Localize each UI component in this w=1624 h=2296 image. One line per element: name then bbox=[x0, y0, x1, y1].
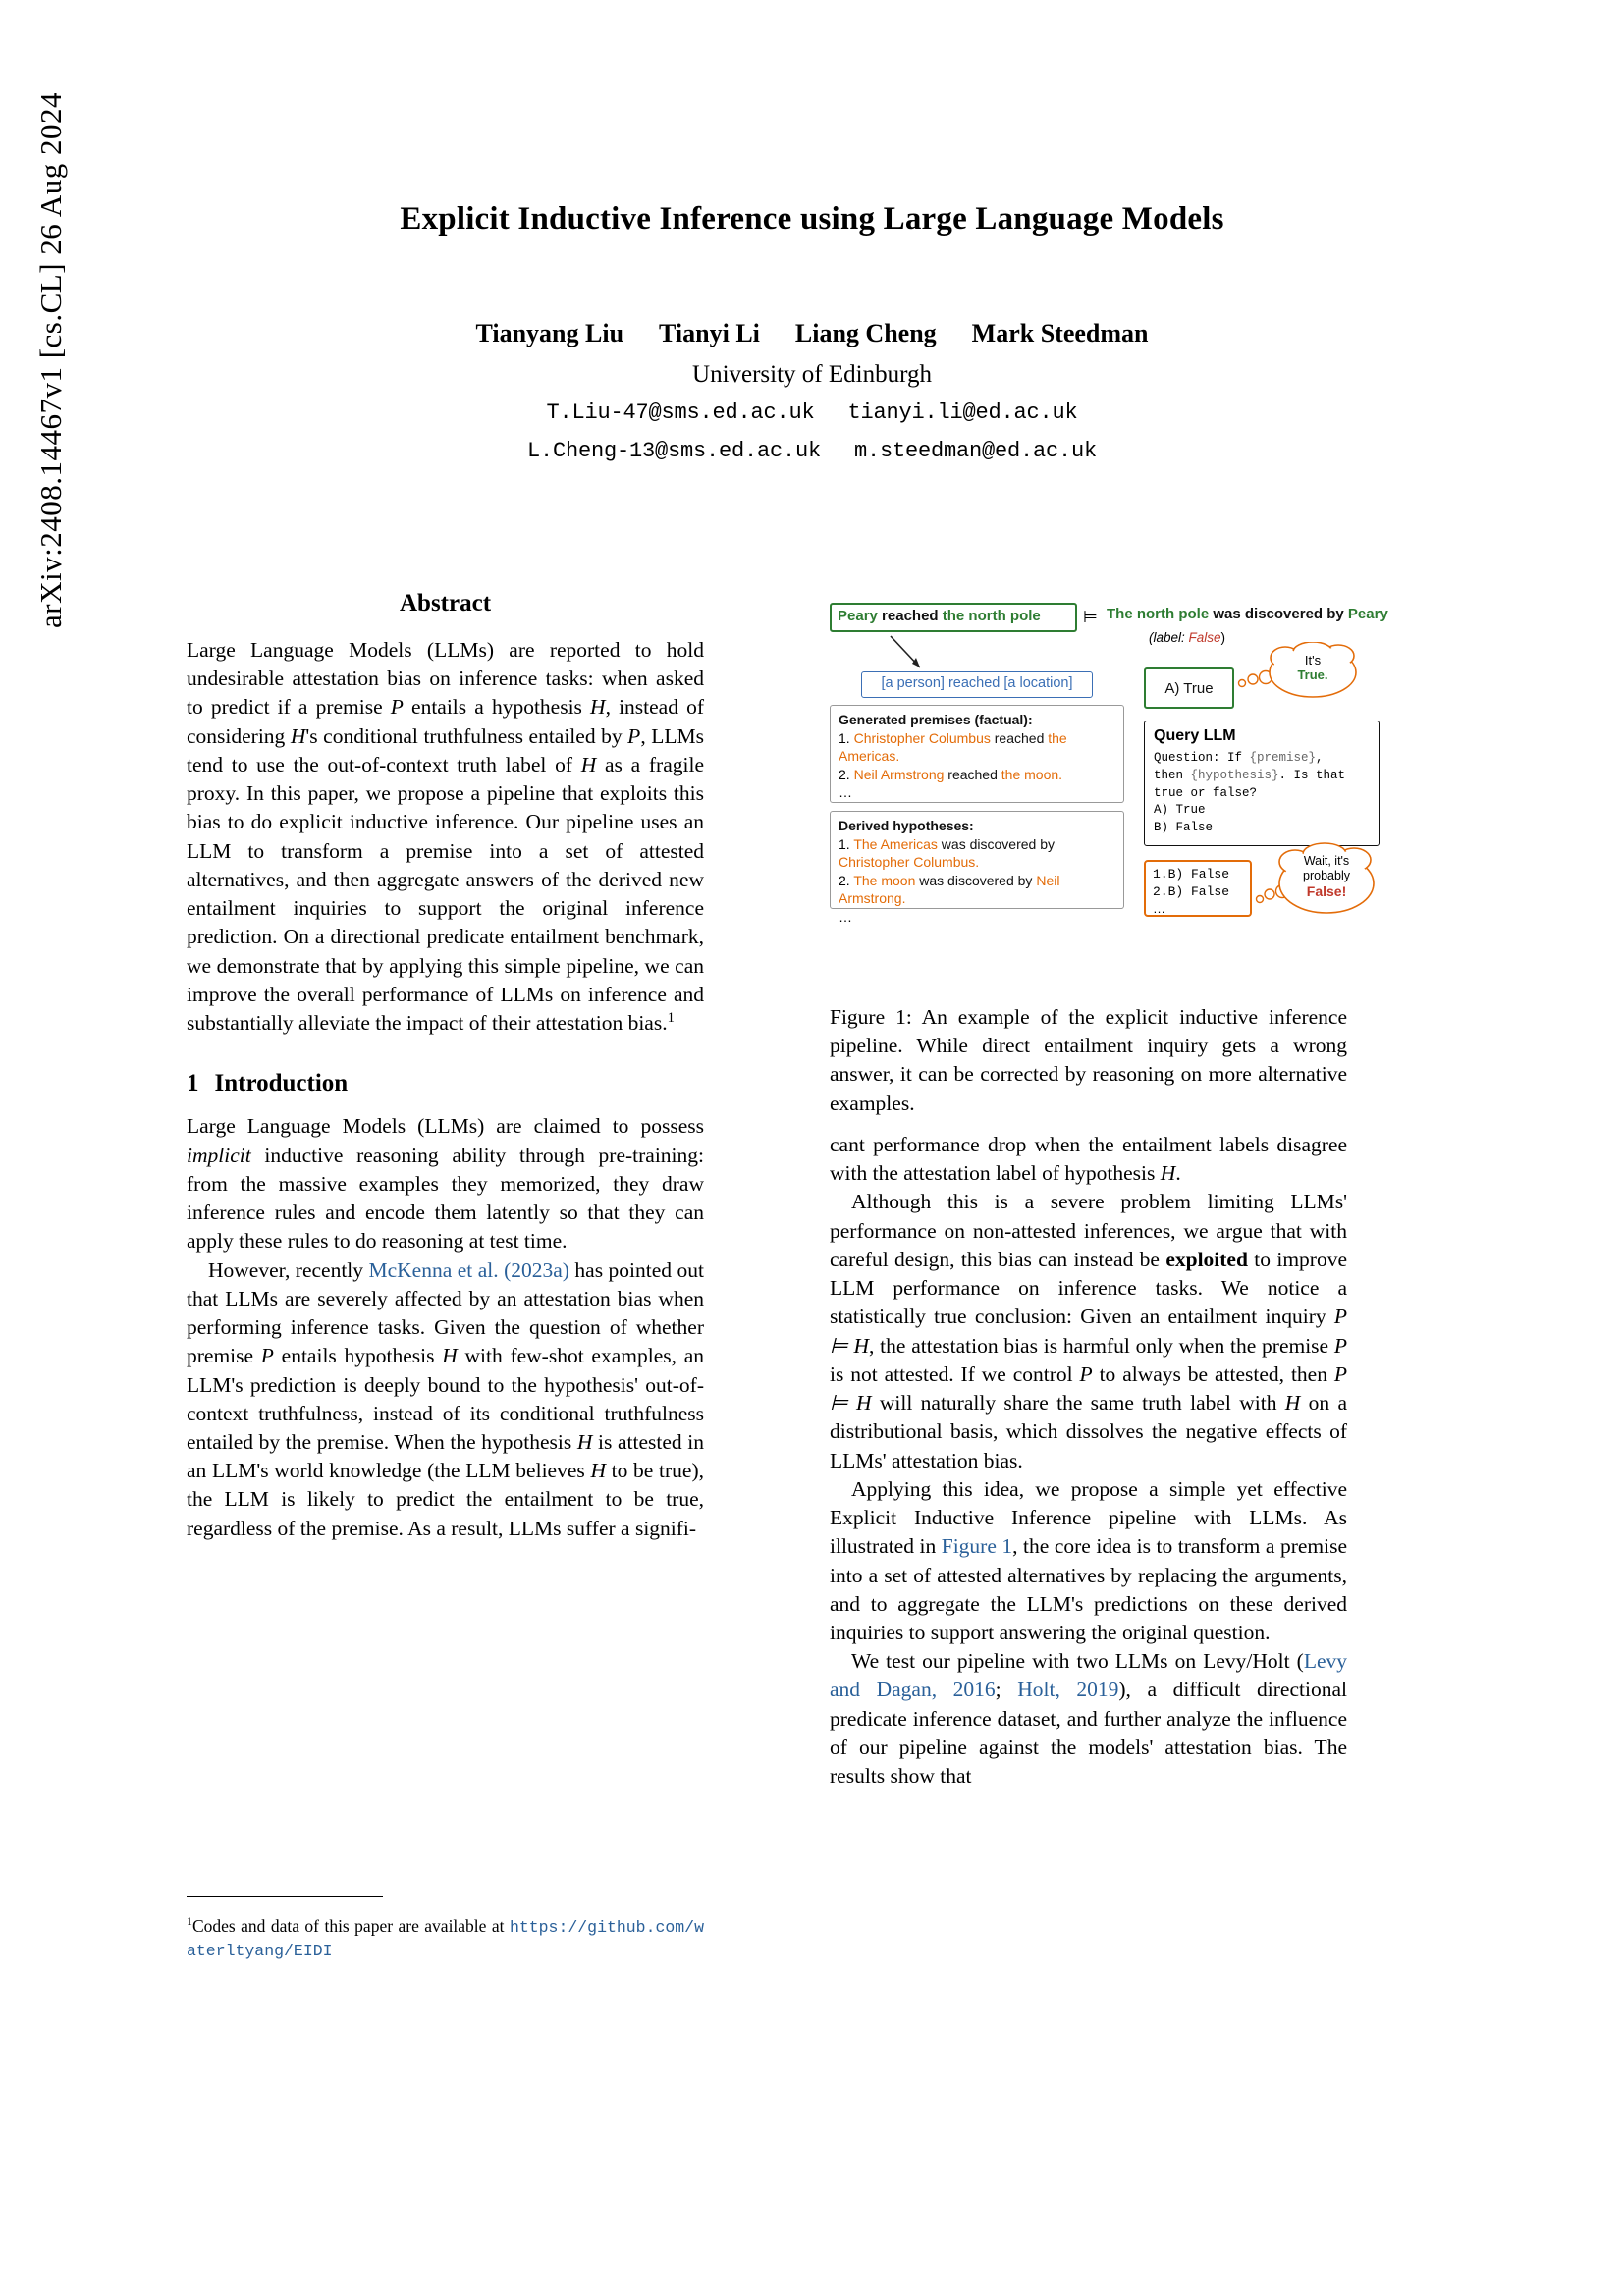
body-text: , the core idea is to transform a premise into a set of attested alternatives by replacing the arguments, and to aggregate the LLM's predictions on these derived inquiries to support answering the original question. bbox=[830, 1534, 1347, 1644]
author: Tianyang Liu bbox=[475, 319, 624, 347]
premises-ellipsis: … bbox=[839, 784, 852, 801]
figure-answers-box bbox=[1144, 860, 1252, 917]
math-H: H bbox=[290, 723, 306, 748]
figure-template-box bbox=[861, 671, 1093, 698]
hypothesis-object: Neil Armstrong. bbox=[839, 872, 1060, 907]
abstract-text: , LLMs tend to use the out-of-context truth label of bbox=[187, 723, 704, 776]
body-text: Although this is a severe problem limiting LLMs' performance on non-attested inferences, we argue that with careful design, this bias can instead be bbox=[830, 1190, 1347, 1271]
math-P: P bbox=[260, 1344, 274, 1368]
body-text: ), a difficult directional predicate inference dataset, and further analyze the influence of our pipeline against the models' attestation bias. The results show that bbox=[830, 1678, 1347, 1789]
premise-object: the Americas. bbox=[839, 729, 1067, 765]
body-text: on a distributional basis, which dissolves the negative effects of LLMs' attestation bias. bbox=[830, 1391, 1347, 1472]
bubble-line-verdict: False! bbox=[1306, 882, 1347, 899]
figure-hypothesis bbox=[1107, 606, 1388, 622]
footnote-marker: 1 bbox=[667, 1010, 675, 1027]
email-row-1 bbox=[0, 400, 1624, 425]
bubble-line-verdict: True. bbox=[1297, 667, 1328, 682]
entailment-symbol: ⊨ bbox=[1083, 608, 1098, 626]
intro-paragraph-1 bbox=[187, 1112, 704, 1255]
math-P: P bbox=[1333, 1333, 1347, 1358]
hypothesis-verb: was discovered by bbox=[1213, 606, 1344, 622]
hypothesis-verb: was discovered by bbox=[915, 872, 1037, 888]
hypothesis-subject: The Americas bbox=[853, 835, 938, 852]
premise-object: the moon. bbox=[1001, 766, 1063, 782]
item-number: 1. bbox=[839, 729, 850, 746]
body-text: Large Language Models (LLMs) are claimed to possess bbox=[187, 1114, 704, 1139]
body-text: will naturally share the same truth label with bbox=[871, 1391, 1285, 1415]
abstract-text: as a fragile proxy. In this paper, we propose a pipeline that exploits this bias to do explicit inductive inference. Our pipeline uses an LLM to transform a premise into a set of attested alternatives, and then aggregate answers of the derived new entailment inquiries to support the original inference prediction. On a directional predicate entailment benchmark, we demonstrate that by applying this simple pipeline, we can improve the overall performance of LLMs on inference and substantially alleviate the impact of their attestation bias. bbox=[187, 752, 704, 1036]
query-llm-prompt bbox=[1154, 750, 1370, 837]
premise-verb: reached bbox=[882, 608, 939, 624]
body-text: to always be attested, then bbox=[1092, 1362, 1334, 1386]
label-value: False bbox=[1188, 630, 1221, 645]
hypotheses-ellipsis: … bbox=[839, 909, 852, 926]
prompt-slot-hypothesis: {hypothesis} bbox=[1190, 768, 1279, 782]
math-entailment: P ⊨ H bbox=[830, 1362, 1347, 1415]
figure-query-llm-box bbox=[1144, 721, 1380, 846]
abstract-text: Large Language Models (LLMs) are reported to hold undesirable attestation bias on inference tasks: when asked to predict if a premise bbox=[187, 638, 704, 720]
figure-caption-text: An example of the explicit inductive inference pipeline. While direct entailment inquiry gets a wrong answer, it can be corrected by reasoning on more alternative examples. bbox=[830, 1005, 1347, 1115]
item-number: 2. bbox=[839, 766, 850, 782]
email: m.steedman@ed.ac.uk bbox=[854, 439, 1098, 463]
email: T.Liu-47@sms.ed.ac.uk bbox=[546, 400, 815, 425]
figure-derived-hypotheses-box bbox=[830, 811, 1124, 926]
math-H: H bbox=[1284, 1391, 1301, 1415]
figure-reference-link[interactable]: Figure 1 bbox=[941, 1534, 1013, 1559]
speech-bubble-top-text bbox=[1264, 654, 1362, 683]
right-paragraph-3 bbox=[830, 1647, 1347, 1790]
template-text: [a person] reached [a location] bbox=[881, 675, 1073, 691]
premise-subject: Neil Armstrong bbox=[853, 766, 945, 782]
prompt-option-a: A) True bbox=[1154, 803, 1206, 818]
math-H: H bbox=[590, 695, 606, 720]
figure-gold-label bbox=[1149, 630, 1225, 645]
email-row-2 bbox=[0, 439, 1624, 463]
derived-hypothesis-item bbox=[839, 872, 1115, 908]
query-llm-title: Query LLM bbox=[1154, 727, 1236, 744]
footnote-number: 1 bbox=[187, 1914, 192, 1928]
body-text: inductive reasoning ability through pre-training: from the massive examples they memorized, they draw inference rules and encode them latently so that they can apply these rules to do reasoning at test time. bbox=[187, 1143, 704, 1254]
section-number: 1 bbox=[187, 1070, 199, 1097]
email: tianyi.li@ed.ac.uk bbox=[847, 400, 1078, 425]
intro-paragraph-2 bbox=[187, 1256, 704, 1543]
premise-verb: reached bbox=[990, 729, 1049, 746]
page-title: Explicit Inductive Inference using Large Language Models bbox=[400, 201, 1224, 237]
body-text: cant performance drop when the entailment labels disagree with the attestation label of hypothesis bbox=[830, 1133, 1347, 1186]
section-heading-introduction bbox=[187, 1067, 704, 1100]
math-H: H bbox=[576, 1430, 593, 1455]
abstract-heading: Abstract bbox=[399, 590, 492, 616]
prompt-text: , bbox=[1316, 751, 1324, 765]
generated-premise-item bbox=[839, 729, 1115, 766]
item-number: 1. bbox=[839, 835, 850, 852]
derived-hypotheses-title: Derived hypotheses: bbox=[839, 818, 974, 833]
author: Liang Cheng bbox=[794, 319, 937, 347]
author: Tianyi Li bbox=[659, 319, 760, 347]
hypothesis-subject: The north pole bbox=[1107, 606, 1210, 622]
answer-item: 2.B) False bbox=[1153, 883, 1230, 899]
prompt-text: . Is that bbox=[1278, 768, 1346, 782]
arxiv-stamp: arXiv:2408.14467v1 [cs.CL] 26 Aug 2024 bbox=[33, 92, 68, 628]
emphasis-exploited: exploited bbox=[1165, 1247, 1248, 1271]
label-prefix: (label: bbox=[1149, 630, 1189, 645]
prompt-text: then bbox=[1154, 768, 1191, 782]
affiliation: University of Edinburgh bbox=[692, 361, 932, 388]
right-paragraph-0 bbox=[830, 1131, 1347, 1188]
math-P: P bbox=[1079, 1362, 1093, 1386]
premise-verb: reached bbox=[944, 766, 1001, 782]
math-P: P bbox=[390, 695, 404, 720]
premise-subject: Peary bbox=[838, 608, 878, 624]
right-paragraph-2 bbox=[830, 1475, 1347, 1647]
figure-premise-box bbox=[830, 603, 1077, 632]
citation-link[interactable]: Levy and Dagan, 2016 bbox=[830, 1649, 1347, 1702]
body-text: has pointed out that LLMs are severely affected by an attestation bias when performing inference tasks. Given the question of whether premise bbox=[187, 1257, 704, 1368]
email: L.Cheng-13@sms.ed.ac.uk bbox=[526, 439, 821, 463]
footnote-text: Codes and data of this paper are available at bbox=[191, 1915, 510, 1936]
footnote-url-link[interactable]: https://github.com/waterltyang/EIDI bbox=[187, 1917, 704, 1960]
prompt-text: Question: If bbox=[1154, 751, 1250, 765]
hypothesis-verb: was discovered by bbox=[937, 835, 1055, 852]
generated-premise-item bbox=[839, 766, 1115, 784]
body-text: with few-shot examples, an LLM's prediction is deeply bound to the hypothesis' out-of-context truthfulness, instead of its conditional truthfulness entailed by the premise. When the hypothesis bbox=[187, 1344, 704, 1455]
hypothesis-object: Peary bbox=[1347, 606, 1388, 622]
hypothesis-object: Christopher Columbus. bbox=[839, 854, 980, 871]
figure-direct-answer-box bbox=[1144, 667, 1234, 709]
math-H: H bbox=[580, 752, 597, 776]
generated-premises-title: Generated premises (factual): bbox=[839, 712, 1033, 727]
answer-item: 1.B) False bbox=[1153, 867, 1230, 881]
prompt-option-b: B) False bbox=[1154, 821, 1214, 834]
direct-answer-text: A) True bbox=[1164, 679, 1214, 697]
abstract-text: , instead of considering bbox=[187, 695, 705, 748]
footnote bbox=[187, 1914, 704, 1962]
citation-link[interactable]: Holt, 2019 bbox=[1017, 1678, 1119, 1702]
body-text: is attested in an LLM's world knowledge (the LLM believes bbox=[187, 1430, 704, 1483]
citation-link[interactable]: McKenna et al. (2023a) bbox=[368, 1257, 569, 1282]
abstract-text: entails a hypothesis bbox=[403, 695, 591, 720]
body-text: , the attestation bias is harmful only when the premise bbox=[869, 1333, 1334, 1358]
bubble-line: Wait, it's bbox=[1303, 854, 1350, 868]
body-text: ; bbox=[995, 1678, 1018, 1702]
premise-subject: Christopher Columbus bbox=[853, 729, 991, 746]
figure-1 bbox=[830, 597, 1438, 980]
body-text: to be true), the LLM is likely to predict the entailment to be true, regardless of the premise. As a result, LLMs suffer a signifi- bbox=[187, 1459, 704, 1540]
math-P: P bbox=[627, 723, 641, 748]
math-entailment: P ⊨ H bbox=[830, 1305, 1347, 1358]
section-title: Introduction bbox=[214, 1070, 349, 1097]
math-H: H bbox=[590, 1459, 606, 1483]
footnote-rule bbox=[187, 1896, 383, 1897]
body-text: entails hypothesis bbox=[273, 1344, 443, 1368]
body-text: However, recently bbox=[208, 1257, 369, 1282]
author-list bbox=[0, 319, 1624, 348]
bubble-line: probably bbox=[1303, 868, 1350, 882]
right-paragraph-1 bbox=[830, 1188, 1347, 1474]
label-suffix: ) bbox=[1220, 630, 1226, 645]
figure-caption bbox=[830, 1003, 1347, 1118]
body-text: to improve LLM performance on inference tasks. We notice a statistically true conclusion: Given an entailment inquiry bbox=[830, 1247, 1348, 1329]
figure-generated-premises-box bbox=[830, 705, 1124, 803]
abstract-text: 's conditional truthfulness entailed by bbox=[305, 723, 628, 748]
speech-bubble-bottom-text bbox=[1273, 854, 1380, 899]
body-text: is not attested. If we control bbox=[830, 1362, 1080, 1386]
body-text: We test our pipeline with two LLMs on Levy/Holt ( bbox=[851, 1649, 1304, 1674]
figure-caption-label: Figure 1: bbox=[830, 1005, 922, 1029]
hypothesis-subject: The moon bbox=[853, 872, 916, 888]
item-number: 2. bbox=[839, 872, 850, 888]
author: Mark Steedman bbox=[971, 319, 1149, 347]
body-text: Applying this idea, we propose a simple yet effective Explicit Inductive Inference pipeline with LLMs. As illustrated in bbox=[830, 1476, 1347, 1559]
premise-object: the north pole bbox=[942, 608, 1041, 624]
math-H: H bbox=[1160, 1161, 1176, 1186]
prompt-text: true or false? bbox=[1154, 785, 1258, 800]
left-column bbox=[187, 587, 704, 1543]
answers-ellipsis: … bbox=[1153, 901, 1165, 917]
right-column bbox=[830, 1131, 1347, 1790]
math-H: H bbox=[442, 1344, 458, 1368]
abstract-paragraph bbox=[187, 636, 704, 1038]
arrow-premise-to-template bbox=[887, 634, 946, 675]
prompt-slot-premise: {premise} bbox=[1249, 751, 1317, 765]
body-text: . bbox=[1175, 1161, 1181, 1186]
derived-hypothesis-item bbox=[839, 835, 1115, 872]
emphasis-implicit: implicit bbox=[187, 1143, 251, 1167]
bubble-line: It's bbox=[1304, 653, 1322, 667]
